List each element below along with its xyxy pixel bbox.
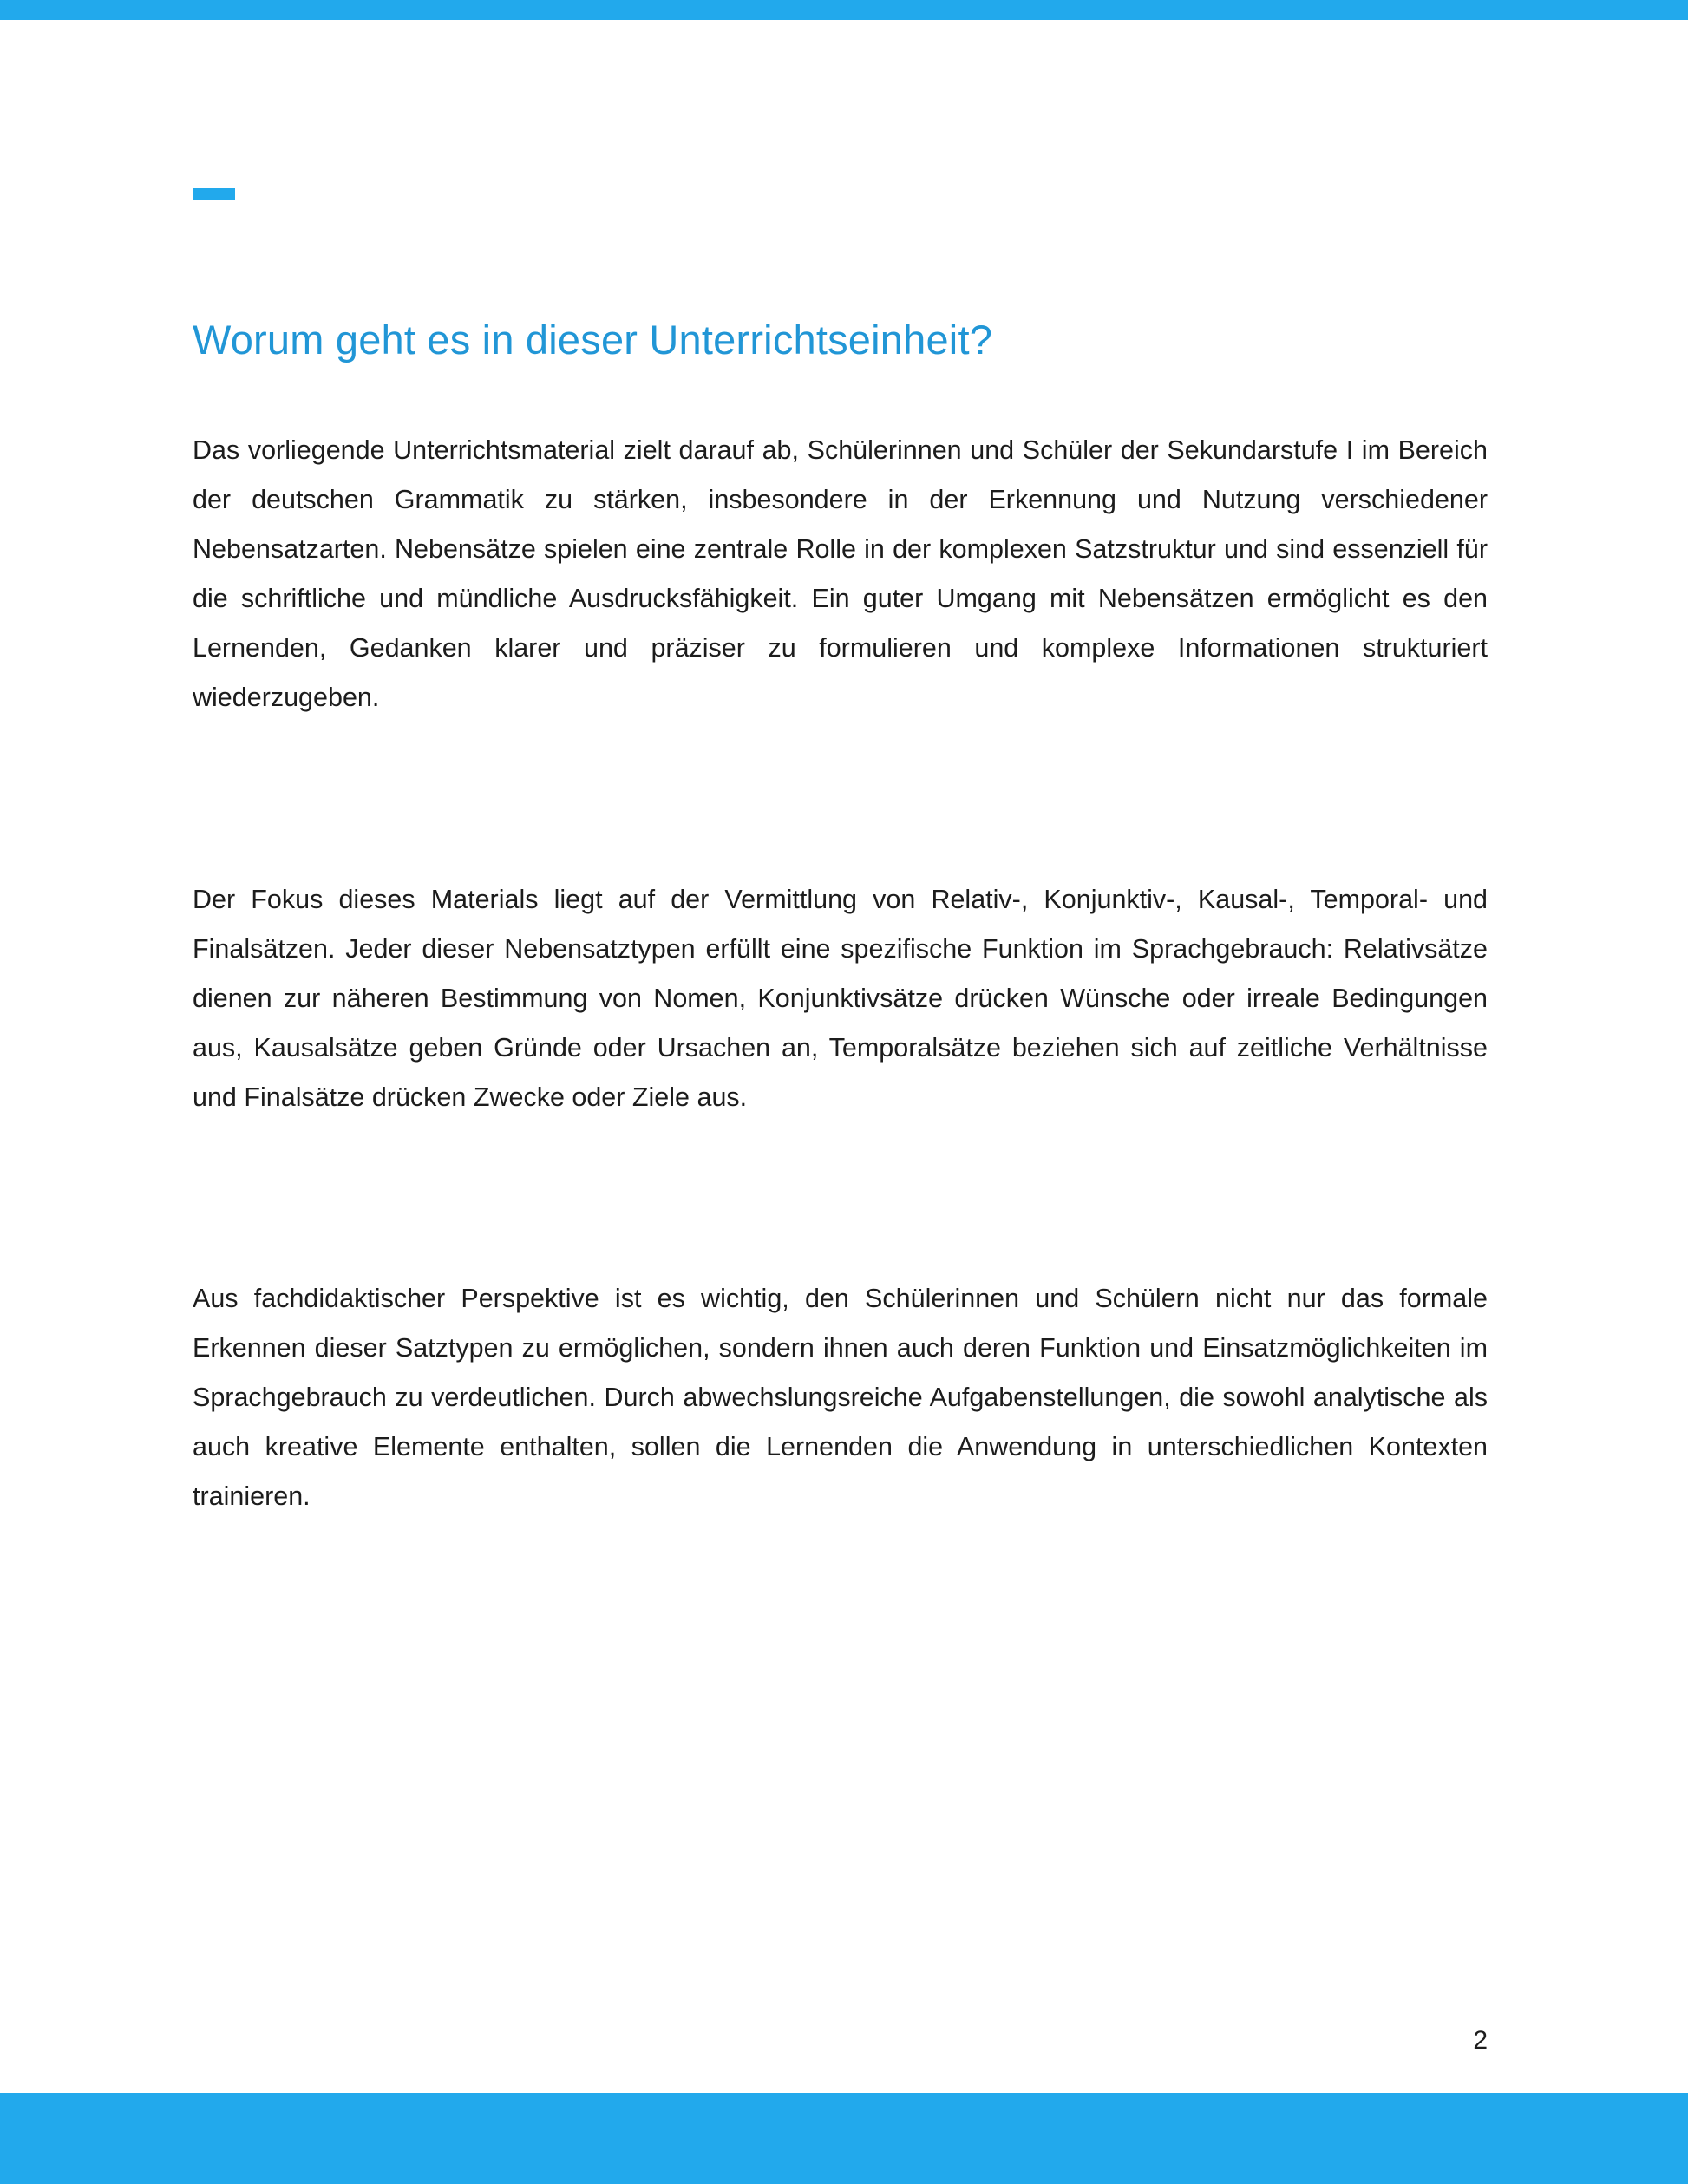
footer-accent-bar [0, 2093, 1688, 2184]
body-paragraph-2: Der Fokus dieses Materials liegt auf der Vermittlung von Relativ-, Konjunktiv-, Kausal-, Temporal- und Finalsätzen. Jeder dieser Nebensatztypen erfüllt eine spezifische Funktion im Sprachgebrauch: Relativsätze dienen zur näheren Bestimmung von Nomen, Konjunktivsätze drücken Wünsche oder irreale Bedingungen aus, Kausalsätze geben Gründe oder Ursachen an, Temporalsätze beziehen sich auf zeitliche Verhältnisse und Finalsätze drücken Zwecke oder Ziele aus. [193, 884, 1488, 1112]
page-number: 2 [1473, 2026, 1488, 2055]
body-paragraph-3: Aus fachdidaktischer Perspektive ist es wichtig, den Schülerinnen und Schülern nicht nur das formale Erkennen dieser Satztypen zu ermöglichen, sondern ihnen auch deren Funktion und Einsatzmöglichkeiten im Sprachgebrauch zu verdeutlichen. Durch abwechslungsreiche Aufgabenstellungen, die sowohl analytische als auch kreative Elemente enthalten, sollen die Lernenden die Anwendung in unterschiedlichen Kontexten trainieren. [193, 1283, 1488, 1511]
body-paragraph-1: Das vorliegende Unterrichtsmaterial zielt darauf ab, Schülerinnen und Schüler der Sekundarstufe I im Bereich der deutschen Grammatik zu stärken, insbesondere in der Erkennung und Nutzung verschiedener Nebensatzarten. Nebensätze spielen eine zentrale Rolle in der komplexen Satzstruktur und sind essenziell für die schriftliche und mündliche Ausdrucksfähigkeit. Ein guter Umgang mit Nebensätzen ermöglicht es den Lernenden, Gedanken klarer und präziser zu formulieren und komplexe Informationen strukturiert wiederzugeben. [193, 435, 1488, 712]
title-accent-dash [193, 188, 235, 200]
header-accent-bar [0, 0, 1688, 20]
page-title: Worum geht es in dieser Unterrichtseinheit? [193, 317, 993, 363]
